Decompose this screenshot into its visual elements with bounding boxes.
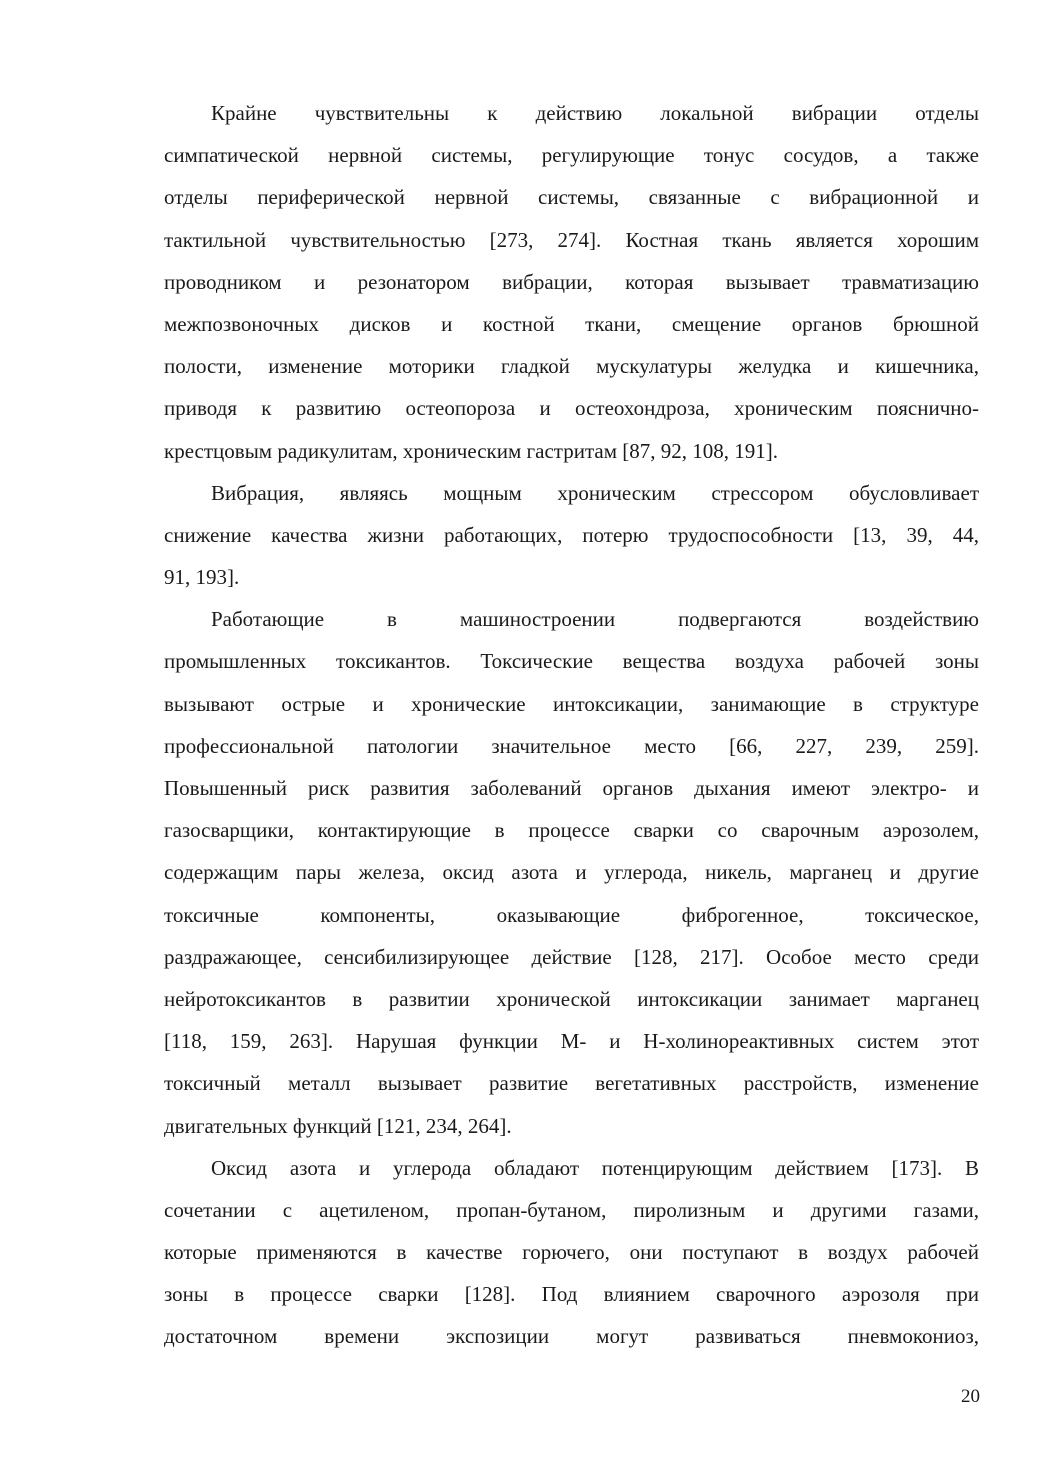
text-line: отделы периферической нервной системы, связанные с вибрационной и xyxy=(164,185,979,210)
text-line: которые применяются в качестве горючего, они поступают в воздух рабочей xyxy=(164,1240,979,1265)
text-line: токсичный металл вызывает развитие вегетативных расстройств, изменение xyxy=(164,1071,979,1096)
paragraph xyxy=(164,1147,979,1358)
text-line: токсичные компоненты, оказывающие фиброгенное, токсическое, xyxy=(164,902,979,927)
paragraph xyxy=(164,92,979,472)
text-line: [118, 159, 263]. Нарушая функции М- и Н-холинореактивных систем этот xyxy=(164,1029,979,1054)
body-text xyxy=(164,92,979,1358)
text-line: Повышенный риск развития заболеваний органов дыхания имеют электро- и xyxy=(164,776,979,800)
text-line: Вибрация, являясь мощным хроническим стрессором обусловливает xyxy=(211,480,979,505)
text-line: Крайне чувствительны к действию локальной вибрации отделы xyxy=(211,101,979,125)
text-line: Работающие в машиностроении подвергаются воздействию xyxy=(211,607,979,632)
text-line: приводя к развитию остеопороза и остеохондроза, хроническим пояснично- xyxy=(164,396,979,421)
paragraph xyxy=(164,598,979,1146)
text-line: содержащим пары железа, оксид азота и углерода, никель, марганец и другие xyxy=(164,860,979,885)
text-line: 91, 193]. xyxy=(164,565,240,590)
text-line: промышленных токсикантов. Токсические вещества воздуха рабочей зоны xyxy=(164,649,979,674)
paragraph xyxy=(164,472,979,599)
text-line: вызывают острые и хронические интоксикации, занимающие в структуре xyxy=(164,691,979,716)
text-line: симпатической нервной системы, регулирующие тонус сосудов, а также xyxy=(164,143,979,168)
text-line: сочетании с ацетиленом, пропан-бутаном, пиролизным и другими газами, xyxy=(164,1197,979,1222)
text-line: раздражающее, сенсибилизирующее действие [128, 217]. Особое место среди xyxy=(164,944,979,969)
text-line: газосварщики, контактирующие в процессе сварки со сварочным аэрозолем, xyxy=(164,818,979,843)
text-line: полости, изменение моторики гладкой мускулатуры желудка и кишечника, xyxy=(164,354,979,379)
text-line: снижение качества жизни работающих, потерю трудоспособности [13, 39, 44, xyxy=(164,522,979,547)
text-line: проводником и резонатором вибрации, которая вызывает травматизацию xyxy=(164,269,979,294)
text-line: нейротоксикантов в развитии хронической интоксикации занимает марганец xyxy=(164,986,979,1011)
page-number: 20 xyxy=(961,1386,980,1407)
text-line: Оксид азота и углерода обладают потенцирующим действием [173]. В xyxy=(211,1155,979,1180)
text-line: крестцовым радикулитам, хроническим гастритам [87, 92, 108, 191]. xyxy=(164,438,778,463)
text-line: межпозвоночных дисков и костной ткани, смещение органов брюшной xyxy=(164,311,979,336)
text-line: тактильной чувствительностью [273, 274]. Костная ткань является хорошим xyxy=(164,227,979,252)
text-line: двигательных функций [121, 234, 264]. xyxy=(164,1113,512,1138)
text-line: профессиональной патологии значительное место [66, 227, 239, 259]. xyxy=(164,733,979,758)
text-line: достаточном времени экспозиции могут развиваться пневмокониоз, xyxy=(164,1324,979,1349)
text-line: зоны в процессе сварки [128]. Под влиянием сварочного аэрозоля при xyxy=(164,1282,979,1307)
